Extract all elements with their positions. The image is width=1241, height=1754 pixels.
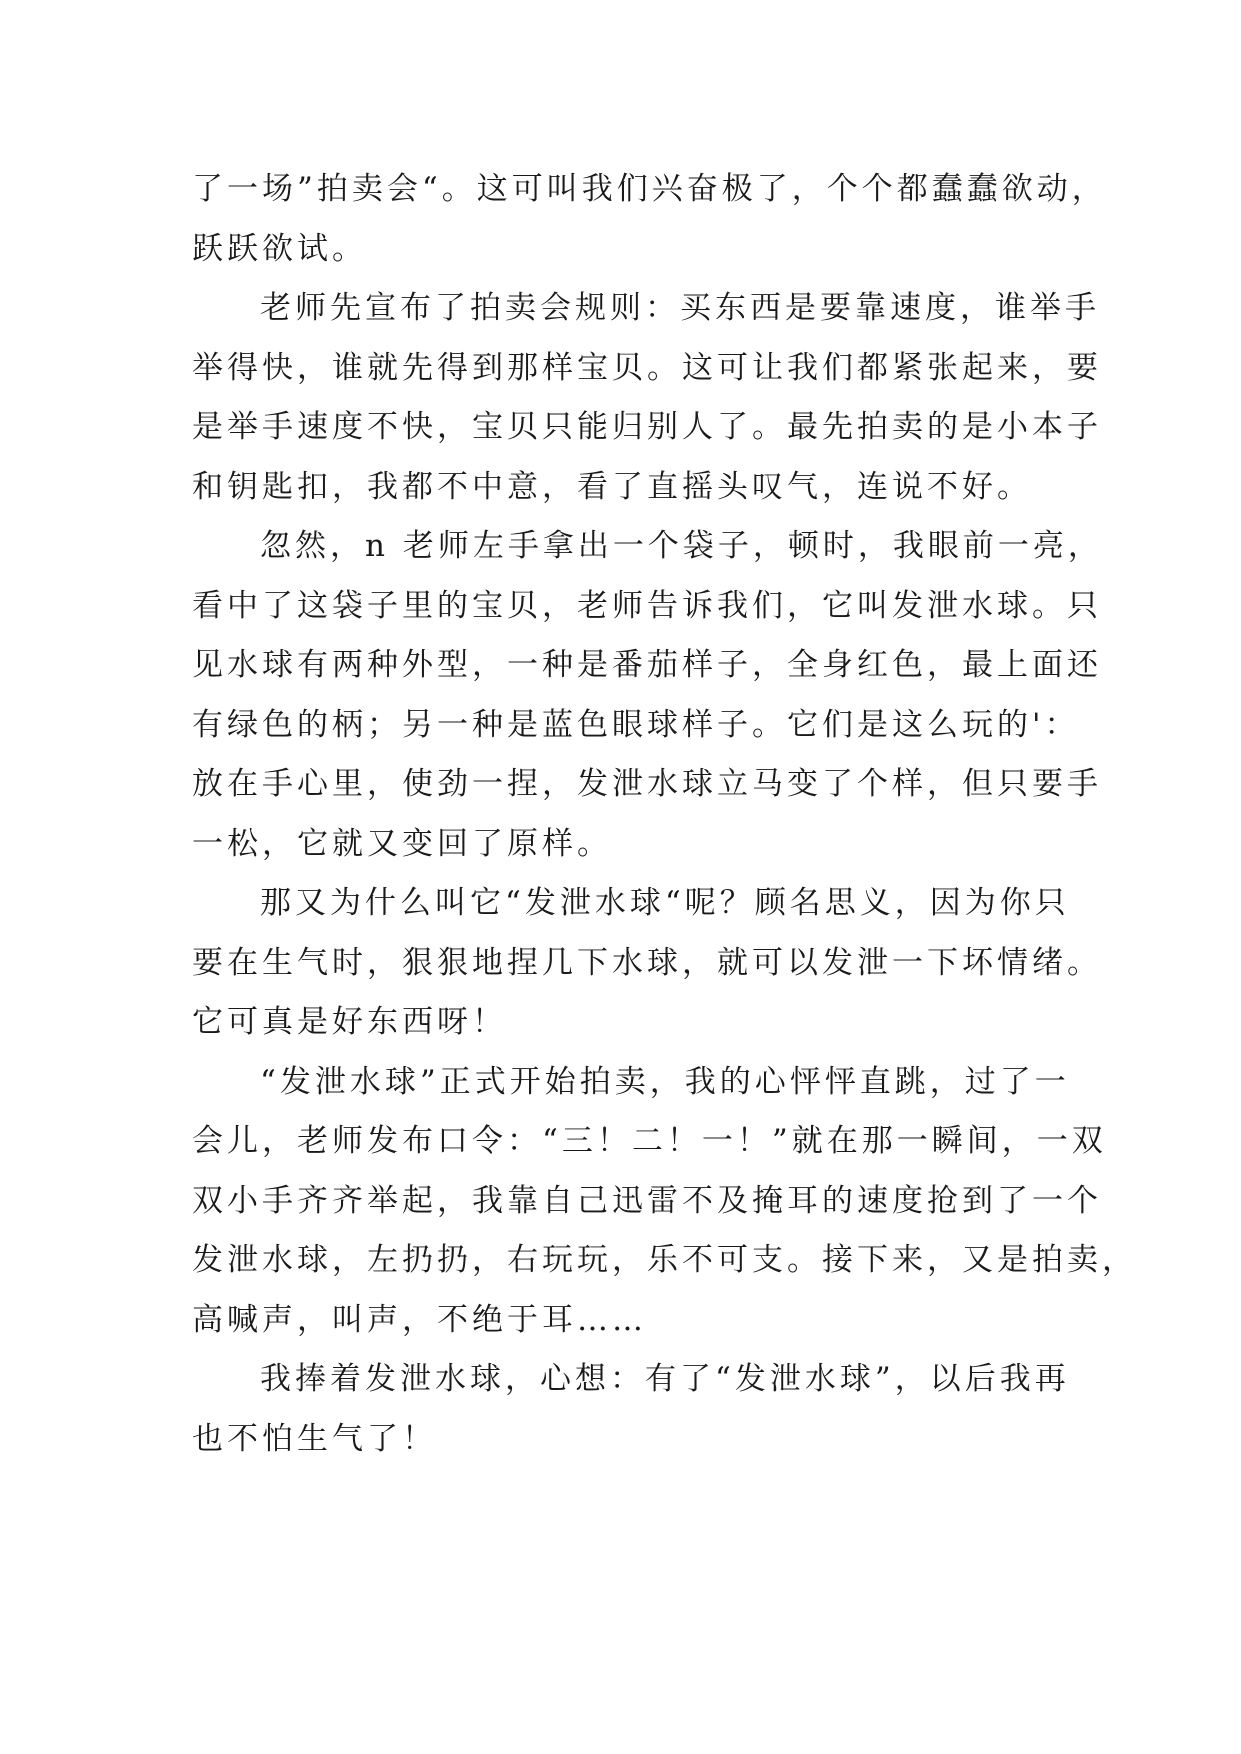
text-line: 是举手速度不快，宝贝只能归别人了。最先拍卖的是小本子	[192, 409, 1102, 445]
text-line: 见水球有两种外型，一种是番茄样子，全身红色，最上面还	[192, 647, 1102, 683]
text-line: 看中了这袋子里的宝贝，老师告诉我们，它叫发泄水球。只	[192, 587, 1102, 624]
paragraph-start-line: “发泄水球”正式开始拍卖，我的心怦怦直跳，过了一	[260, 1063, 1070, 1100]
essay-body	[192, 160, 1137, 1469]
text-line: 发泄水球，左扔扔，右玩玩，乐不可支。接下来，又是拍卖，	[192, 1242, 1137, 1278]
text-line: 会儿，老师发布口令：“三！二！一！”就在那一瞬间，一双	[192, 1123, 1107, 1159]
paragraph-start-line: 那又为什么叫它“发泄水球“呢？顾名思义，因为你只	[260, 885, 1070, 921]
text-line: 双小手齐齐举起，我靠自己迅雷不及掩耳的速度抢到了一个	[192, 1182, 1102, 1219]
paragraph-start-line: 老师先宣布了拍卖会规则：买东西是要靠速度，谁举手	[260, 290, 1100, 326]
text-line: 跃跃欲试。	[192, 230, 367, 267]
paragraph-start-line: 忽然，n 老师左手拿出一个袋子，顿时，我眼前一亮，	[260, 528, 1103, 564]
text-line: 它可真是好东西呀！	[192, 1004, 507, 1040]
text-line: 高喊声，叫声，不绝于耳……	[192, 1301, 647, 1338]
text-line: 要在生气时，狠狠地捏几下水球，就可以发泄一下坏情绪。	[192, 944, 1102, 981]
text-line: 也不怕生气了！	[192, 1420, 437, 1457]
text-line: 一松，它就又变回了原样。	[192, 825, 612, 862]
paragraph-start-line: 我捧着发泄水球，心想：有了“发泄水球”，以后我再	[260, 1361, 1070, 1397]
text-line: 有绿色的柄；另一种是蓝色眼球样子。它们是这么玩的'：	[192, 706, 1080, 743]
text-line: 放在手心里，使劲一捏，发泄水球立马变了个样，但只要手	[192, 766, 1102, 802]
text-line: 举得快，谁就先得到那样宝贝。这可让我们都紧张起来，要	[192, 349, 1102, 386]
text-line: 了一场”拍卖会“。这可叫我们兴奋极了，个个都蠢蠢欲动，	[192, 171, 1107, 207]
text-line: 和钥匙扣，我都不中意，看了直摇头叹气，连说不好。	[192, 468, 1032, 505]
